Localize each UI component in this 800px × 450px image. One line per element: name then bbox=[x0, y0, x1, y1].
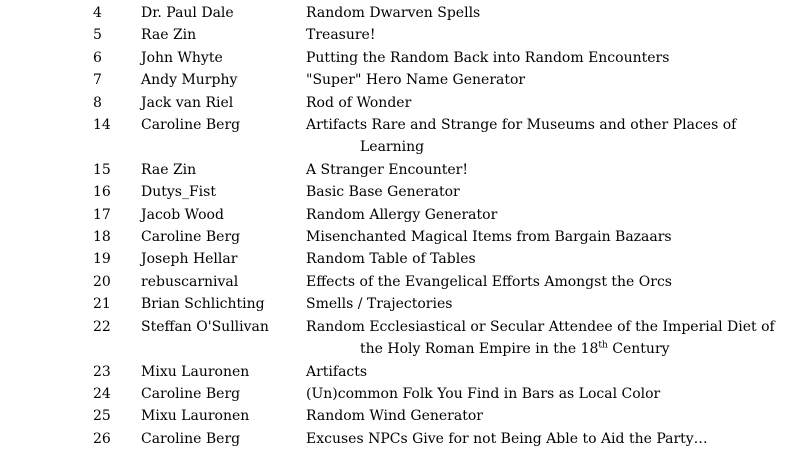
list-entry bbox=[0, 204, 800, 226]
entry-title: A Stranger Encounter! bbox=[306, 161, 468, 178]
entry-author: rebuscarnival bbox=[141, 273, 239, 290]
entry-title: Rod of Wonder bbox=[306, 94, 412, 111]
entry-title bbox=[306, 316, 780, 361]
list-entry bbox=[0, 248, 800, 270]
entry-author: Caroline Berg bbox=[141, 229, 241, 246]
entry-author: Dutys_Fist bbox=[141, 184, 216, 201]
entry-title: Random Dwarven Spells bbox=[306, 5, 481, 21]
entry-title: Effects of the Evangelical Efforts Amongst the Orcs bbox=[306, 273, 672, 290]
entry-title: Treasure! bbox=[306, 27, 376, 44]
entry-number: 6 bbox=[93, 49, 102, 66]
entry-number: 14 bbox=[93, 117, 111, 134]
entry-number: 20 bbox=[93, 273, 111, 290]
entry-title: Artifacts bbox=[306, 363, 368, 380]
list-entry bbox=[0, 361, 800, 383]
entry-number: 4 bbox=[93, 5, 102, 21]
entry-title-superscript: th bbox=[598, 340, 608, 351]
list-entry bbox=[0, 92, 800, 114]
list-entry bbox=[0, 226, 800, 248]
entry-author: Mixu Lauronen bbox=[141, 408, 250, 425]
list-entry bbox=[0, 428, 800, 450]
contents-list bbox=[0, 2, 800, 450]
list-entry bbox=[0, 114, 800, 159]
entry-number: 15 bbox=[93, 161, 111, 178]
entry-title: Random Allergy Generator bbox=[306, 206, 498, 223]
entry-title-text-end: Century bbox=[607, 341, 670, 358]
entry-author: Andy Murphy bbox=[141, 72, 238, 89]
entry-number: 7 bbox=[93, 72, 102, 89]
entry-author: Mixu Lauronen bbox=[141, 363, 250, 380]
entry-title: Basic Base Generator bbox=[306, 184, 460, 201]
entry-author: Caroline Berg bbox=[141, 385, 241, 402]
entry-author: Rae Zin bbox=[141, 161, 197, 178]
list-entry bbox=[0, 24, 800, 46]
list-entry bbox=[0, 316, 800, 361]
entry-title: Artifacts Rare and Strange for Museums and other Places of Learning bbox=[306, 117, 737, 156]
entry-number: 18 bbox=[93, 229, 111, 246]
entry-number: 22 bbox=[93, 318, 111, 335]
entry-number: 21 bbox=[93, 296, 111, 313]
entry-author: Caroline Berg bbox=[141, 430, 241, 447]
list-entry bbox=[0, 2, 800, 24]
entry-author: Rae Zin bbox=[141, 27, 197, 44]
list-entry bbox=[0, 159, 800, 181]
entry-author: Caroline Berg bbox=[141, 117, 241, 134]
entry-number: 23 bbox=[93, 363, 111, 380]
entry-number: 5 bbox=[93, 27, 102, 44]
entry-title: Smells / Trajectories bbox=[306, 296, 453, 313]
entry-title: Random Table of Tables bbox=[306, 251, 476, 268]
entry-author: Jack van Riel bbox=[141, 94, 234, 111]
entry-title: Misenchanted Magical Items from Bargain Bazaars bbox=[306, 229, 672, 246]
entry-title-text: Random Ecclesiastical or Secular Attendee of the Imperial Diet of the Holy Roman Empire in the 18 bbox=[306, 318, 775, 358]
entry-author: John Whyte bbox=[141, 49, 223, 66]
entry-title: Excuses NPCs Give for not Being Able to Aid the Party… bbox=[306, 430, 708, 447]
list-entry bbox=[0, 181, 800, 203]
entry-author: Steffan O'Sullivan bbox=[141, 318, 269, 335]
entry-number: 19 bbox=[93, 251, 111, 268]
list-entry bbox=[0, 69, 800, 91]
entry-number: 25 bbox=[93, 408, 111, 425]
entry-number: 17 bbox=[93, 206, 111, 223]
entry-number: 26 bbox=[93, 430, 111, 447]
list-entry bbox=[0, 383, 800, 405]
entry-author: Brian Schlichting bbox=[141, 296, 265, 313]
entry-title: Random Wind Generator bbox=[306, 408, 483, 425]
entry-number: 8 bbox=[93, 94, 102, 111]
list-entry bbox=[0, 293, 800, 315]
entry-number: 16 bbox=[93, 184, 111, 201]
entry-title: Putting the Random Back into Random Encounters bbox=[306, 49, 670, 66]
list-entry bbox=[0, 271, 800, 293]
entry-author: Joseph Hellar bbox=[141, 251, 238, 268]
entry-author: Dr. Paul Dale bbox=[141, 5, 234, 21]
list-entry bbox=[0, 405, 800, 427]
entry-author: Jacob Wood bbox=[141, 206, 224, 223]
entry-title: (Un)common Folk You Find in Bars as Local Color bbox=[306, 385, 661, 402]
entry-number: 24 bbox=[93, 385, 111, 402]
list-entry bbox=[0, 47, 800, 69]
entry-title: "Super" Hero Name Generator bbox=[306, 72, 526, 89]
